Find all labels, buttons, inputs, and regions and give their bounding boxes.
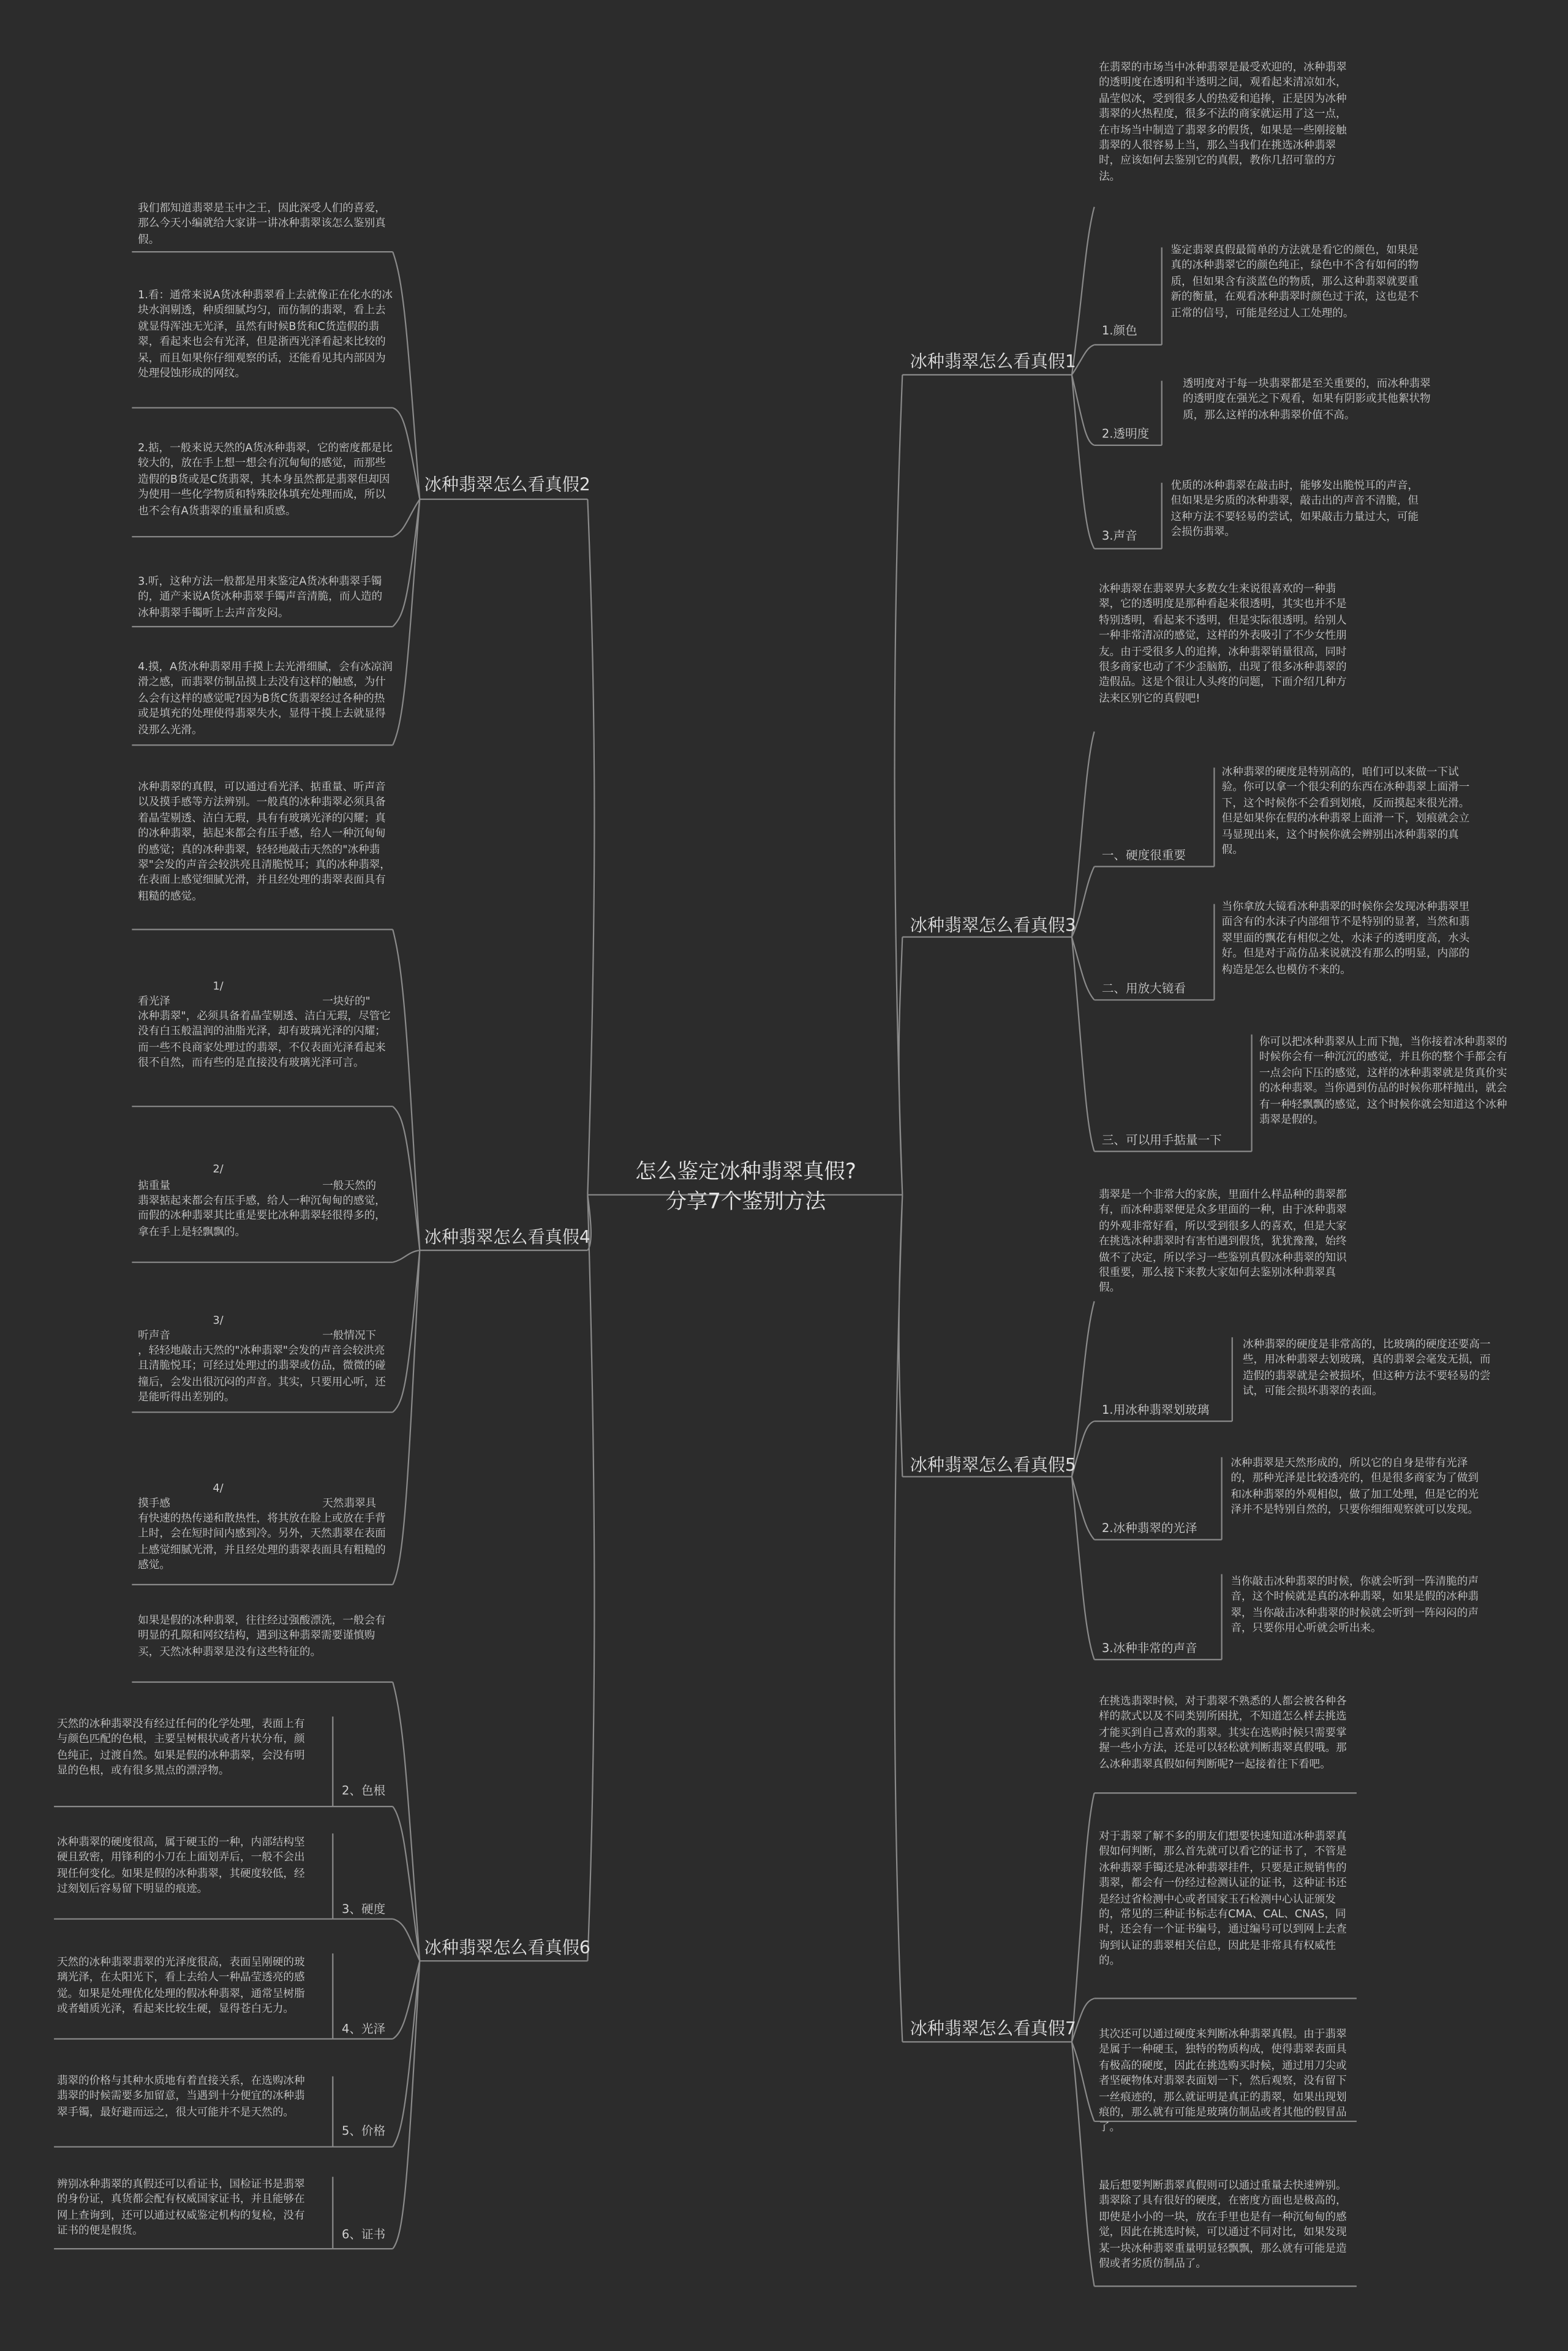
topic-5[interactable]: 冰种翡翠怎么看真假5 <box>910 1454 1076 1476</box>
topic-4[interactable]: 冰种翡翠怎么看真假4 <box>424 1226 590 1248</box>
topic-4-b3-right: 一般情况下 <box>322 1328 377 1342</box>
topic-2-para-5: 4.摸，A货冰种翡翠用手摸上去光滑细腻，会有冰凉润滑之感，而翡翠仿制品摸上去没有这样的触感，为什么会有这样的感觉呢?因为B货C货翡翠经过各种的热或是填充的处理使得翡翠失水，显得干摸上去就显得没那么光滑。 <box>138 659 393 736</box>
topic-4-b4-num: 4/ <box>213 1481 224 1495</box>
topic-5-sub-sound[interactable]: 3.冰种非常的声音 <box>1101 1641 1197 1655</box>
topic-4-b1-head: 看光泽 <box>138 994 170 1008</box>
topic-3-sub-weigh-text: 你可以把冰种翡翠从上而下抛，当你接着冰种翡翠的时候你会有一种沉沉的感觉，并且你的整个手都会有一点会向下压的感觉，这样的冰种翡翠就是货真价实的冰种翡翠。当你遇到仿品的时候你那样抛出，就会有一种轻飘飘的感觉，这个时候你就会知道这个冰种翡翠是假的。 <box>1259 1034 1507 1126</box>
topic-7-para-3: 其次还可以通过硬度来判断冰种翡翠真假。由于翡翠是属于一种硬玉，独特的物质构成，使得翡翠表面具有极高的硬度，因此在挑选购买时候，通过用刀尖或者坚硬物体对翡翠表面划一下，然后观察，没有留下一丝痕迹的，那么就证明是真正的翡翠，如果出现划痕的，那么就有可能是玻璃仿制品或者其他的假冒品了。 <box>1098 2026 1347 2134</box>
topic-4-b3-head: 听声音 <box>138 1328 170 1342</box>
topic-3[interactable]: 冰种翡翠怎么看真假3 <box>910 914 1076 936</box>
topic-1-sub-color[interactable]: 1.颜色 <box>1101 323 1137 338</box>
topic-4-b4-right: 天然翡翠具 <box>322 1496 377 1510</box>
topic-3-sub-hardness-text: 冰种翡翠的硬度是特别高的，咱们可以来做一下试验。你可以拿一个很尖利的东西在冰种翡翠上面滑一下，这个时候你不会看到划痕，反而摸起来很光滑。但是如果你在假的冰种翡翠上面滑一下，划痕就会立马显现出来，这个时候你就会辨别出冰种翡翠的真假。 <box>1221 764 1470 856</box>
topic-5-sub-glass[interactable]: 1.用冰种翡翠划玻璃 <box>1101 1403 1210 1417</box>
topic-1-sub-color-text: 鉴定翡翠真假最简单的方法就是看它的颜色，如果是真的冰种翡翠它的颜色纯正，绿色中不含有如何的物质，但如果含有淡蓝色的物质，那么这种翡翠就要重新的衡量，在观看冰种翡翠时颜色过于浓，这也是不正常的信号，可能是经过人工处理的。 <box>1170 243 1419 319</box>
topic-6-intro: 如果是假的冰种翡翠，往往经过强酸漂洗，一般会有明显的孔隙和网纹结构，遇到这种翡翠需要谨慎购买，天然冰种翡翠是没有这些特征的。 <box>138 1613 386 1658</box>
topic-3-sub-hardness[interactable]: 一、硬度很重要 <box>1101 848 1186 862</box>
topic-1-sub-transparency-text: 透明度对于每一块翡翠都是至关重要的，而冰种翡翠的透明度在强光之下观看，如果有阴影或其他絮状物质，那么这样的冰种翡翠价值不高。 <box>1182 376 1431 421</box>
topic-5-intro: 翡翠是一个非常大的家族，里面什么样品种的翡翠都有，而冰种翡翠便是众多里面的一种，由于冰种翡翠的外观非常好看，所以受到很多人的喜欢，但是大家在挑选冰种翡翠时有害怕遇到假货，犹犹豫豫，始终做不了决定，所以学习一些鉴别真假冰种翡翠的知识很重要，那么接下来教大家如何去鉴别冰种翡翠真假。 <box>1098 1187 1347 1295</box>
topic-6-sub-hardness-text: 冰种翡翠的硬度很高，属于硬玉的一种，内部结构坚硬且致密，用锋利的小刀在上面划弄后，一般不会出现任何变化。如果是假的冰种翡翠，其硬度较低，经过刻划后容易留下明显的痕迹。 <box>57 1835 305 1896</box>
topic-4-b2-right: 一般天然的 <box>322 1178 377 1192</box>
topic-5-sub-luster-text: 冰种翡翠是天然形成的，所以它的自身是带有光泽的，那种光泽是比较透亮的，但是很多商家为了做到和冰种翡翠的外观相似，做了加工处理，但是它的光泽并不是特别自然的，只要你细细观察就可以发现。 <box>1231 1455 1479 1516</box>
topic-5-sub-sound-text: 当你敲击冰种翡翠的时候，你就会听到一阵清脆的声音，这个时候就是真的冰种翡翠，如果是假的冰种翡翠，当你敲击冰种翡翠的时候就会听到一阵闷闷的声音，只要你用心听就会听出来。 <box>1231 1574 1479 1635</box>
topic-4-b1-text: 冰种翡翠"，必须具备着晶莹剔透、洁白无瑕，尽管它没有白玉般温润的油脂光泽，却有玻璃光泽的闪耀；而一些不良商家处理过的翡翠，不仅表面光泽看起来很不自然，而有些的是直接没有玻璃光泽可言。 <box>138 1009 391 1070</box>
topic-6[interactable]: 冰种翡翠怎么看真假6 <box>424 1937 590 1958</box>
topic-4-b1-num: 1/ <box>213 979 224 993</box>
root-title-line2: 分享7个鉴别方法 <box>665 1190 826 1215</box>
topic-3-sub-magnifier-text: 当你拿放大镜看冰种翡翠的时候你会发现冰种翡翠里面含有的水沫子内部细节不是特别的显著，当然和翡翠里面的飘花有相似之处，水沫子的透明度高，水头好。但是对于高仿品来说就没有那么的明显，内部的构造是怎么也模仿不来的。 <box>1221 899 1470 976</box>
topic-4-b4-text: 有快速的热传递和散热性，将其放在脸上或放在手背上时，会在短时间内感到冷。另外，天然翡翠在表面上感觉细腻光滑，并且经处理的翡翠表面具有粗糙的感觉。 <box>138 1511 386 1572</box>
topic-6-sub-color-root[interactable]: 2、色根 <box>342 1784 386 1798</box>
topic-6-sub-hardness[interactable]: 3、硬度 <box>342 1902 386 1916</box>
topic-1-sub-sound-text: 优质的冰种翡翠在敲击时，能够发出脆悦耳的声音，但如果是劣质的冰种翡翠，敲击出的声音不清脆，但这种方法不要轻易的尝试，如果敲击力量过大，可能会损伤翡翠。 <box>1170 478 1419 539</box>
topic-4-b2-head: 掂重量 <box>138 1178 170 1192</box>
topic-4-intro: 冰种翡翠的真假，可以通过看光泽、掂重量、听声音以及摸手感等方法辨别。一般真的冰种翡翠必须具备着晶莹剔透、洁白无瑕，具有有玻璃光泽的闪耀；真的冰种翡翠，掂起来都会有压手感，给人一种沉甸甸的感觉；真的冰种翡翠，轻轻地敲击天然的"冰种翡翠"会发的声音会较洪亮且清脆悦耳；真的冰种翡翠，在表面上感觉细腻光滑，并且经处理的翡翠表面具有粗糙的感觉。 <box>138 779 391 902</box>
topic-1-sub-transparency[interactable]: 2.透明度 <box>1101 427 1150 441</box>
topic-7-para-1: 在挑选翡翠时候，对于翡翠不熟悉的人都会被各种各样的款式以及不同类别所困扰，不知道怎么样去挑选才能买到自己喜欢的翡翠。其实在选购时候只需要掌握一些小方法，还是可以轻松就判断翡翠真假哦。那么冰种翡翠真假如何判断呢?一起接着往下看吧。 <box>1098 1694 1347 1770</box>
topic-2-para-1: 我们都知道翡翠是玉中之王，因此深受人们的喜爱，那么今天小编就给大家讲一讲冰种翡翠该怎么鉴别真假。 <box>138 200 386 246</box>
topic-4-b3-text: ，轻轻地敲击天然的"冰种翡翠"会发的声音会较洪亮且清脆悦耳；可经过处理过的翡翠或仿品，微微的碰撞后，会发出很沉闷的声音。其实，只要用心听，还是能听得出差别的。 <box>138 1343 386 1404</box>
topic-1-intro: 在翡翠的市场当中冰种翡翠是最受欢迎的，冰种翡翠的透明度在透明和半透明之间，观看起来清凉如水，晶莹似冰，受到很多人的热爱和追捧，正是因为冰种翡翠的火热程度，很多不法的商家就运用了这一点，在市场当中制造了翡翠多的假货，如果是一些刚接触翡翠的人很容易上当，那么当我们在挑选冰种翡翠时，应该如何去鉴别它的真假，教你几招可靠的方法。 <box>1098 59 1347 183</box>
topic-4-b2-text: 翡翠掂起来都会有压手感，给人一种沉甸甸的感觉，而假的冰种翡翠其比重是要比冰种翡翠轻很得多的，拿在手上是轻飘飘的。 <box>138 1193 386 1239</box>
topic-4-b3-num: 3/ <box>213 1313 224 1327</box>
topic-3-sub-weigh[interactable]: 三、可以用手掂量一下 <box>1101 1133 1222 1147</box>
topic-7-para-2: 对于翡翠了解不多的朋友们想要快速知道冰种翡翠真假如何判断，那么首先就可以看它的证书了，不管是冰种翡翠手镯还是冰种翡翠挂件，只要是正规销售的翡翠，都会有一份经过检测认证的证书，这种证书还是经过省检测中心或者国家玉石检测中心认证颁发的，常见的三种证书标志有CMA、CAL、CNAS，同时，还会有一个证书编号，通过编号可以到网上去查询到认证的翡翠相关信息，因此是非常具有权威性的。 <box>1098 1828 1347 1968</box>
topic-6-sub-color-root-text: 天然的冰种翡翠没有经过任何的化学处理，表面上有与颜色匹配的色根，主要呈树根状或者片状分布，颜色纯正，过渡自然。如果是假的冰种翡翠，会没有明显的色根，或有很多黑点的漂浮物。 <box>57 1716 305 1777</box>
topic-1[interactable]: 冰种翡翠怎么看真假1 <box>910 350 1076 372</box>
topic-6-sub-price[interactable]: 5、价格 <box>342 2124 386 2138</box>
topic-3-sub-magnifier[interactable]: 二、用放大镜看 <box>1101 982 1186 996</box>
topic-5-sub-glass-text: 冰种翡翠的硬度是非常高的，比玻璃的硬度还要高一些，用冰种翡翠去划玻璃，真的翡翠会毫发无损，而造假的翡翠就是会被损坏，但这种方法不要轻易的尝试，可能会损坏翡翠的表面。 <box>1242 1337 1491 1398</box>
topic-2-para-3: 2.掂，一般来说天然的A货冰种翡翠，它的密度都是比较大的，放在手上想一想会有沉甸甸的感觉，而那些造假的B货或是C货翡翠，其本身虽然都是翡翠但却因为使用一些化学物质和特殊胶体填充处理而成，所以也不会有A货翡翠的重量和质感。 <box>138 440 393 517</box>
topic-4-b2-num: 2/ <box>213 1161 224 1176</box>
topic-6-sub-luster[interactable]: 4、光泽 <box>342 2022 386 2036</box>
topic-5-sub-luster[interactable]: 2.冰种翡翠的光泽 <box>1101 1522 1197 1536</box>
topic-3-intro: 冰种翡翠在翡翠界大多数女生来说很喜欢的一种翡翠，它的透明度是那种看起来很透明，其实也并不是特别透明，看起来不透明，但是实际很透明。给别人一种非常清凉的感觉，这样的外表吸引了不少女性朋友。由于受很多人的追捧，冰种翡翠销量很高，同时很多商家也动了不少歪脑筋，出现了很多冰种翡翠的造假品。这是个很让人头疼的问题，下面介绍几种方法来区别它的真假吧! <box>1098 581 1347 704</box>
topic-6-sub-price-text: 翡翠的价格与其种水质地有着直接关系，在选购冰种翡翠的时候需要多加留意，当遇到十分便宜的冰种翡翠手镯，最好避而远之，很大可能并不是天然的。 <box>57 2073 305 2118</box>
topic-6-sub-certificate-text: 辨别冰种翡翠的真假还可以看证书，国检证书是翡翠的身份证，真货都会配有权威国家证书，并且能够在网上查询到，还可以通过权威鉴定机构的复检，没有证书的便是假货。 <box>57 2176 305 2238</box>
topic-4-b4-head: 摸手感 <box>138 1496 170 1510</box>
topic-2[interactable]: 冰种翡翠怎么看真假2 <box>424 474 590 495</box>
topic-7-para-4: 最后想要判断翡翠真假则可以通过重量去快速辨别。翡翠除了具有很好的硬度，在密度方面也是极高的，即使是小小的一块，放在手里也是有一种沉甸甸的感觉，因此在挑选时候，可以通过不同对比，如果发现某一块冰种翡翠重量明显轻飘飘，那么就有可能是造假或者劣质仿制品了。 <box>1098 2178 1347 2270</box>
root-title-line1: 怎么鉴定冰种翡翠真假? <box>635 1160 857 1185</box>
topic-1-sub-sound[interactable]: 3.声音 <box>1101 529 1137 543</box>
root-topic[interactable] <box>607 1157 884 1229</box>
topic-2-para-2: 1.看：通常来说A货冰种翡翠看上去就像正在化水的冰块水润剔透，种质细腻均匀，而仿制的翡翠，看上去就显得浑浊无光泽，虽然有时候B货和C货造假的翡翠，看起来也会有光泽，但是浙西光泽看起来比较的呆，而且如果你仔细观察的话，还能看见其内部因为处理侵蚀形成的网纹。 <box>138 287 393 380</box>
topic-2-para-4: 3.听，这种方法一般都是用来鉴定A货冰种翡翠手镯的，通产来说A货冰种翡翠手镯声音清脆，而人造的冰种翡翠手镯听上去声音发闷。 <box>138 574 383 619</box>
topic-7[interactable]: 冰种翡翠怎么看真假7 <box>910 2018 1076 2039</box>
topic-6-sub-certificate[interactable]: 6、证书 <box>342 2227 386 2241</box>
topic-4-b1-right: 一块好的" <box>322 994 371 1008</box>
topic-6-sub-luster-text: 天然的冰种翡翠翡翠的光泽度很高，表面呈刚硬的玻璃光泽，在太阳光下，看上去给人一种晶莹透亮的感觉。如果是处理优化处理的假冰种翡翠，通常呈树脂或者蜡质光泽，看起来比较生硬，显得苍白无力。 <box>57 1955 305 2015</box>
